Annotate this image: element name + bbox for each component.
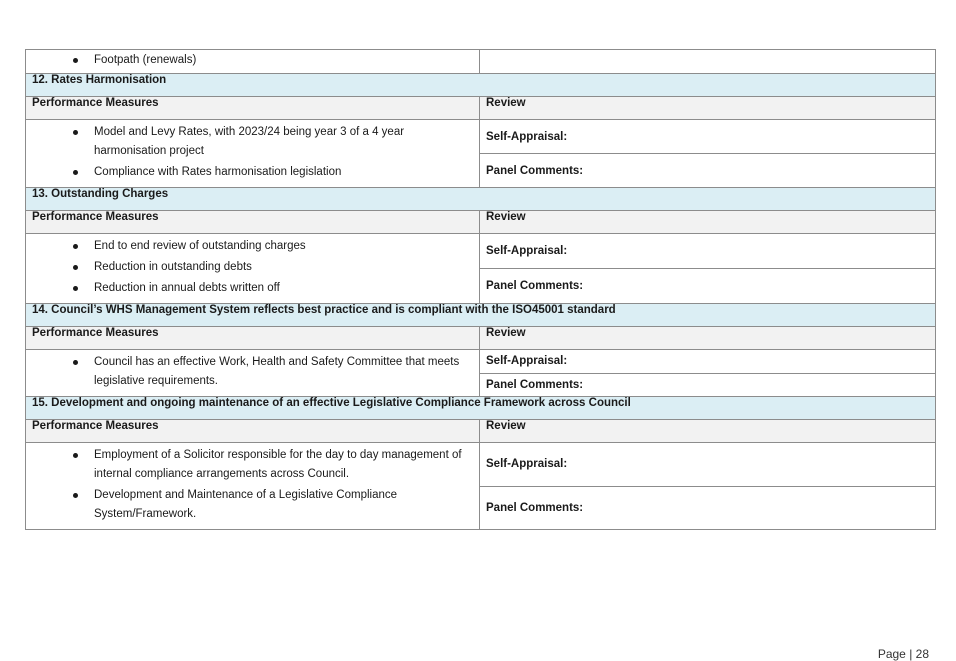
section-title: 13. Outstanding Charges [26, 188, 936, 211]
measures-row [26, 443, 936, 487]
measures-row [26, 120, 936, 154]
measures-list [32, 50, 473, 73]
measures-cell [26, 443, 480, 530]
performance-table [25, 49, 936, 530]
section-title-row [26, 304, 936, 327]
measures-list [32, 350, 473, 396]
performance-measures-header: Performance Measures [26, 327, 480, 350]
panel-comments-label: Panel Comments: [480, 269, 936, 304]
measures-row [26, 350, 936, 374]
measure-item: Model and Levy Rates, with 2023/24 being year 3 of a 4 year harmonisation project [94, 123, 473, 161]
section-title: 14. Council’s WHS Management System reflects best practice and is compliant with the ISO45001 standard [26, 304, 936, 327]
performance-measures-header: Performance Measures [26, 420, 480, 443]
continued-row [26, 50, 936, 74]
review-header: Review [480, 420, 936, 443]
measures-list [32, 443, 473, 529]
panel-comments-label: Panel Comments: [480, 373, 936, 397]
measure-item: Footpath (renewals) [94, 51, 473, 70]
measure-item: Council has an effective Work, Health and Safety Committee that meets legislative requirements. [94, 353, 473, 391]
measures-list [32, 120, 473, 187]
self-appraisal-label: Self-Appraisal: [480, 350, 936, 374]
measure-item: End to end review of outstanding charges [94, 237, 473, 256]
review-header: Review [480, 327, 936, 350]
continued-measures-cell [26, 50, 480, 74]
panel-comments-label: Panel Comments: [480, 486, 936, 530]
performance-measures-header: Performance Measures [26, 211, 480, 234]
measure-item: Compliance with Rates harmonisation legislation [94, 163, 473, 182]
self-appraisal-label: Self-Appraisal: [480, 120, 936, 154]
measures-cell [26, 234, 480, 304]
column-header-row [26, 327, 936, 350]
performance-measures-header: Performance Measures [26, 97, 480, 120]
page-number: Page | 28 [877, 647, 929, 661]
self-appraisal-label: Self-Appraisal: [480, 234, 936, 269]
measures-row [26, 234, 936, 269]
column-header-row [26, 97, 936, 120]
self-appraisal-label: Self-Appraisal: [480, 443, 936, 487]
review-header: Review [480, 211, 936, 234]
measures-cell [26, 120, 480, 188]
measure-item: Reduction in outstanding debts [94, 258, 473, 277]
section-title-row [26, 74, 936, 97]
section-title: 15. Development and ongoing maintenance of an effective Legislative Compliance Framework across Council [26, 397, 936, 420]
measures-list [32, 234, 473, 303]
column-header-row [26, 211, 936, 234]
column-header-row [26, 420, 936, 443]
continued-review-cell [480, 50, 936, 74]
panel-comments-label: Panel Comments: [480, 154, 936, 188]
measure-item: Reduction in annual debts written off [94, 279, 473, 298]
section-title-row [26, 397, 936, 420]
measures-cell [26, 350, 480, 397]
section-title-row [26, 188, 936, 211]
measure-item: Employment of a Solicitor responsible for the day to day management of internal compliance arrangements across Council. [94, 446, 473, 484]
measure-item: Development and Maintenance of a Legislative Compliance System/Framework. [94, 486, 473, 524]
review-header: Review [480, 97, 936, 120]
section-title: 12. Rates Harmonisation [26, 74, 936, 97]
